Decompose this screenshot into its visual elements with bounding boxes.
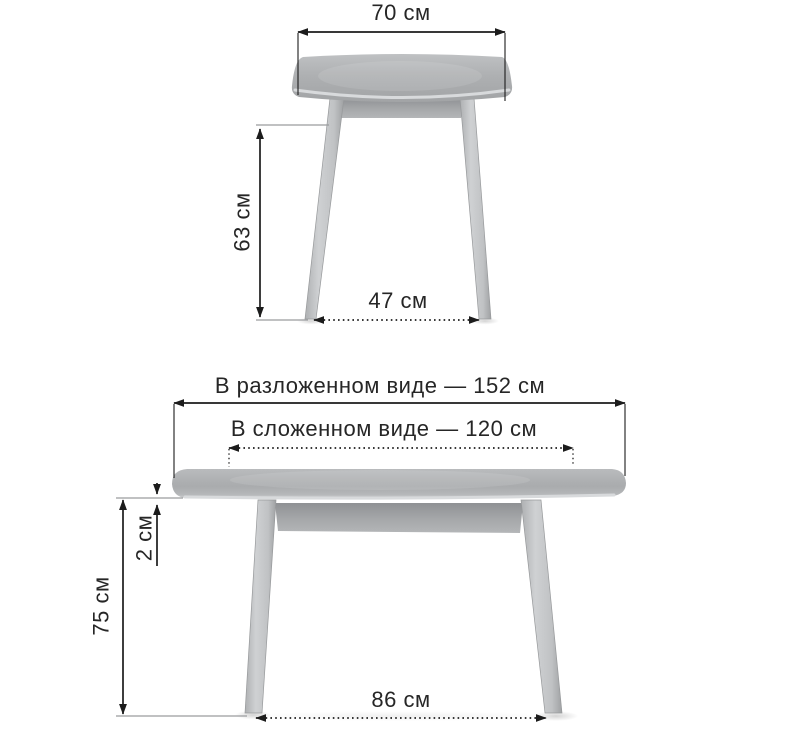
side-view xyxy=(230,0,513,325)
width-70-label: 70 см xyxy=(371,0,431,25)
dim-thickness-2 xyxy=(116,483,183,566)
floor-shadow xyxy=(250,711,550,721)
dim-height-75 xyxy=(89,500,248,716)
dim-folded-120 xyxy=(229,416,573,467)
side-leg-right xyxy=(460,98,491,319)
folded-120-label: В сложенном виде — 120 см xyxy=(230,416,538,441)
extended-152-label: В разложенном виде — 152 см xyxy=(214,373,546,398)
side-leg-left xyxy=(305,98,344,319)
thickness-2-label: 2 см xyxy=(131,514,157,562)
front-table-illustration xyxy=(172,469,626,721)
front-apron xyxy=(275,503,523,533)
front-view xyxy=(89,373,627,721)
height-75-label: 75 см xyxy=(88,576,114,636)
front-leg-right xyxy=(521,500,562,713)
legspan-47-label: 47 см xyxy=(368,288,428,313)
front-tabletop-sheen xyxy=(230,470,530,490)
side-tabletop-sheen xyxy=(318,61,482,91)
legspan-86-label: 86 см xyxy=(371,687,431,712)
front-leg-left xyxy=(245,500,276,713)
side-table-illustration xyxy=(292,54,512,325)
height-63-label: 63 см xyxy=(229,192,255,252)
dim-legspan-47 xyxy=(314,288,479,320)
